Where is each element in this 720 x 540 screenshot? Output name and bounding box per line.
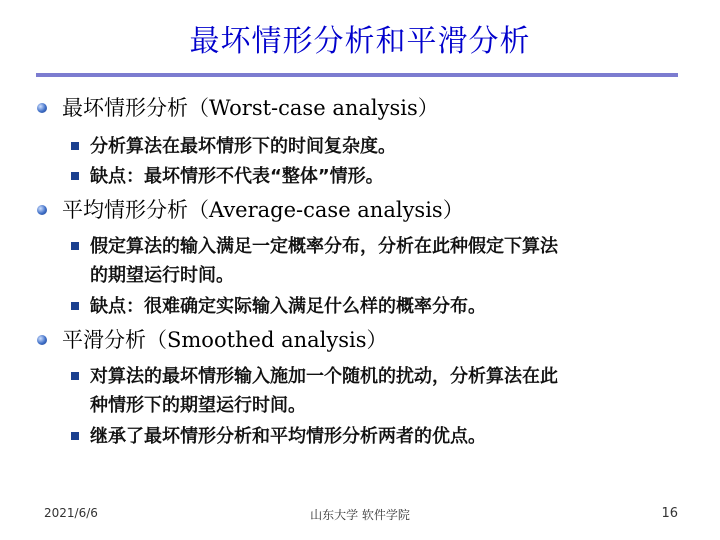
section-heading-worst-case bbox=[62, 95, 439, 121]
square-bullet-icon bbox=[71, 302, 79, 310]
point-average-case-1 bbox=[90, 232, 558, 290]
point-text: 缺点：最坏情形不代表“整体”情形。 bbox=[90, 166, 384, 187]
square-bullet-icon bbox=[71, 172, 79, 180]
bullet-icon bbox=[37, 335, 47, 345]
point-average-case-2 bbox=[90, 292, 486, 321]
section-heading-text: 平滑分析（Smoothed analysis） bbox=[62, 328, 388, 352]
point-text: 分析算法在最坏情形下的时间复杂度。 bbox=[90, 136, 396, 157]
point-worst-case-1 bbox=[90, 132, 396, 161]
point-text-line-2: 种情形下的期望运行时间。 bbox=[90, 395, 306, 416]
footer-date: 2021/6/6 bbox=[44, 506, 98, 520]
section-heading-text: 平均情形分析（Average-case analysis） bbox=[62, 198, 464, 222]
footer-page-number: 16 bbox=[661, 506, 678, 521]
point-text: 缺点：很难确定实际输入满足什么样的概率分布。 bbox=[90, 296, 486, 317]
point-smoothed-2 bbox=[90, 422, 486, 451]
section-heading-average-case bbox=[62, 197, 464, 223]
square-bullet-icon bbox=[71, 142, 79, 150]
footer-organization: 山东大学 软件学院 bbox=[310, 508, 410, 522]
slide-title: 最坏情形分析和平滑分析 bbox=[189, 24, 531, 59]
point-smoothed-1 bbox=[90, 362, 558, 420]
bullet-icon bbox=[37, 205, 47, 215]
section-heading-text: 最坏情形分析（Worst-case analysis） bbox=[62, 96, 439, 120]
point-text-line-2: 的期望运行时间。 bbox=[90, 265, 234, 286]
point-text-line-1: 假定算法的输入满足一定概率分布，分析在此种假定下算法 bbox=[90, 236, 558, 257]
section-heading-smoothed bbox=[62, 327, 388, 353]
square-bullet-icon bbox=[71, 242, 79, 250]
point-worst-case-2 bbox=[90, 162, 384, 191]
square-bullet-icon bbox=[71, 372, 79, 380]
point-text-line-1: 对算法的最坏情形输入施加一个随机的扰动，分析算法在此 bbox=[90, 366, 558, 387]
point-text: 继承了最坏情形分析和平均情形分析两者的优点。 bbox=[90, 426, 486, 447]
square-bullet-icon bbox=[71, 432, 79, 440]
bullet-icon bbox=[37, 103, 47, 113]
